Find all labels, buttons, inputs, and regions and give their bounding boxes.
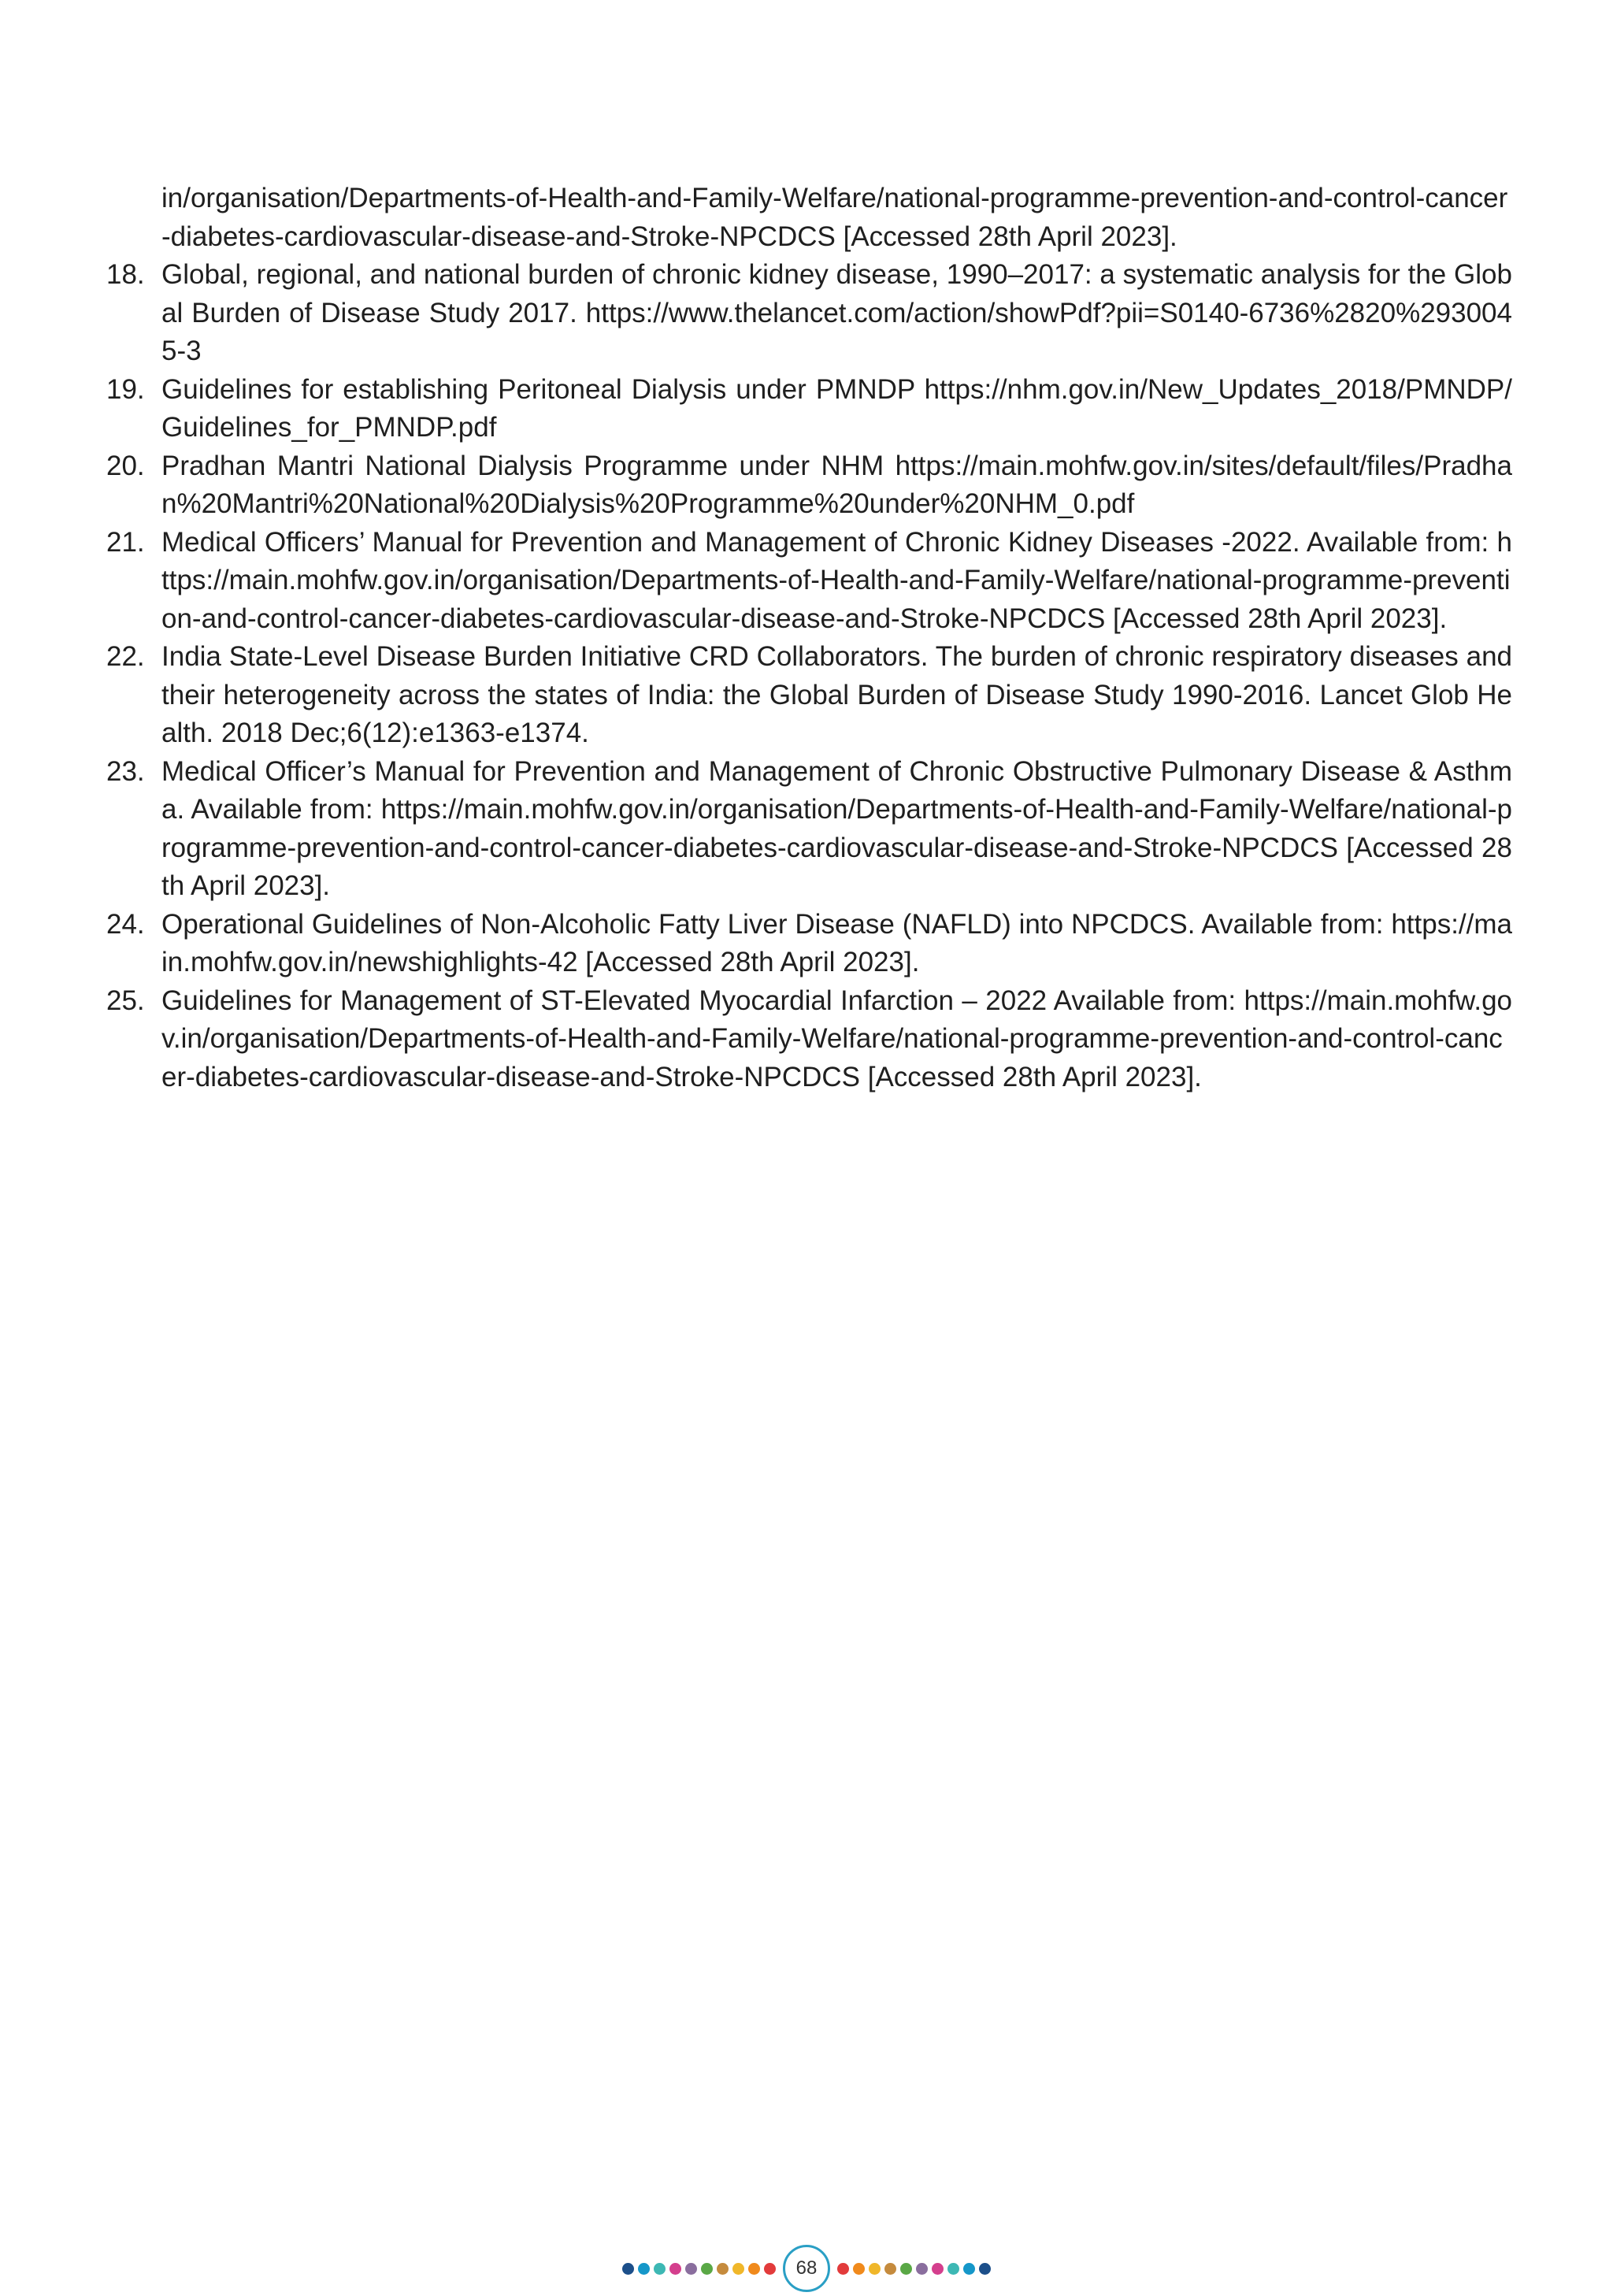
reference-item [106, 982, 1512, 1097]
decorative-dot [979, 2263, 991, 2275]
decorative-dot [748, 2263, 760, 2275]
reference-number: 25. [106, 985, 145, 1016]
decorative-dot [685, 2263, 697, 2275]
decorative-dot [669, 2263, 681, 2275]
reference-item [106, 638, 1512, 753]
reference-text: in/organisation/Departments-of-Health-and-Family-Welfare/national-programme-prevention-and-control-cancer-diabetes-cardiovascular-disease-and-Stroke-NPCDCS [Accessed 28th April 2023]. [161, 183, 1508, 252]
reference-item [106, 753, 1512, 906]
reference-item [106, 180, 1512, 256]
decorative-dots-left [622, 2263, 776, 2275]
decorative-dot [622, 2263, 634, 2275]
decorative-dot [916, 2263, 928, 2275]
decorative-dot [654, 2263, 666, 2275]
decorative-dot [853, 2263, 865, 2275]
decorative-dot [638, 2263, 650, 2275]
reference-text: Global, regional, and national burden of chronic kidney disease, 1990–2017: a systematic analysis for the Global Burden of Disease Study 2017. https://www.thelancet.com/action/showPdf?pii=S0140-6736%2820%2930045-3 [161, 259, 1512, 366]
reference-text: Medical Officer’s Manual for Prevention and Management of Chronic Obstructive Pulmonary Disease & Asthma. Available from: https://main.mohfw.gov.in/organisation/Departments-of-Health-and-Family-Welfare/national-programme-prevention-and-control-cancer-diabetes-cardiovascular-disease-and-Stroke-NPCDCS [Accessed 28th April 2023]. [161, 755, 1512, 901]
decorative-dot [963, 2263, 975, 2275]
reference-number: 22. [106, 641, 145, 672]
reference-item [106, 447, 1512, 524]
reference-item [106, 371, 1512, 447]
reference-text: Guidelines for establishing Peritoneal Dialysis under PMNDP https://nhm.gov.in/New_Updates_2018/PMNDP/Guidelines_for_PMNDP.pdf [161, 373, 1512, 443]
reference-text: Medical Officers’ Manual for Prevention and Management of Chronic Kidney Diseases -2022. Available from: https://main.mohfw.gov.in/organisation/Departments-of-Health-and-Family-Welfare/national-programme-prevention-and-control-cancer-diabetes-cardiovascular-disease-and-Stroke-NPCDCS [Accessed 28th April 2023]. [161, 526, 1512, 634]
decorative-dot [869, 2263, 881, 2275]
reference-item [106, 256, 1512, 371]
reference-item [106, 524, 1512, 639]
reference-number: 24. [106, 908, 145, 940]
decorative-dot [701, 2263, 713, 2275]
decorative-dots-right [837, 2263, 991, 2275]
reference-item [106, 906, 1512, 982]
decorative-dot [717, 2263, 729, 2275]
page-footer [0, 2241, 1613, 2296]
reference-text: India State-Level Disease Burden Initiative CRD Collaborators. The burden of chronic respiratory diseases and their heterogeneity across the states of India: the Global Burden of Disease Study 1990-2016. Lancet Glob Health. 2018 Dec;6(12):e1363-e1374. [161, 641, 1512, 748]
reference-text: Operational Guidelines of Non-Alcoholic Fatty Liver Disease (NAFLD) into NPCDCS. Available from: https://main.mohfw.gov.in/newshighlights-42 [Accessed 28th April 2023]. [161, 908, 1512, 977]
decorative-dot [884, 2263, 896, 2275]
reference-number: 19. [106, 373, 145, 405]
decorative-dot [764, 2263, 776, 2275]
page-number-badge [783, 2245, 830, 2292]
decorative-dot [947, 2263, 959, 2275]
decorative-dot [837, 2263, 849, 2275]
page-number: 68 [795, 2257, 818, 2279]
decorative-dot [900, 2263, 912, 2275]
reference-number: 21. [106, 526, 145, 558]
decorative-dot [732, 2263, 744, 2275]
reference-list [106, 180, 1512, 1096]
reference-text: Guidelines for Management of ST-Elevated Myocardial Infarction – 2022 Available from: https://main.mohfw.gov.in/organisation/Departments-of-Health-and-Family-Welfare/national-programme-prevention-and-control-cancer-diabetes-cardiovascular-disease-and-Stroke-NPCDCS [Accessed 28th April 2023]. [161, 985, 1512, 1092]
reference-number: 23. [106, 755, 145, 787]
reference-number: 20. [106, 450, 145, 481]
reference-text: Pradhan Mantri National Dialysis Programme under NHM https://main.mohfw.gov.in/sites/default/files/Pradhan%20Mantri%20National%20Dialysis%20Programme%20under%20NHM_0.pdf [161, 450, 1512, 519]
decorative-dot [932, 2263, 944, 2275]
reference-number: 18. [106, 259, 145, 290]
